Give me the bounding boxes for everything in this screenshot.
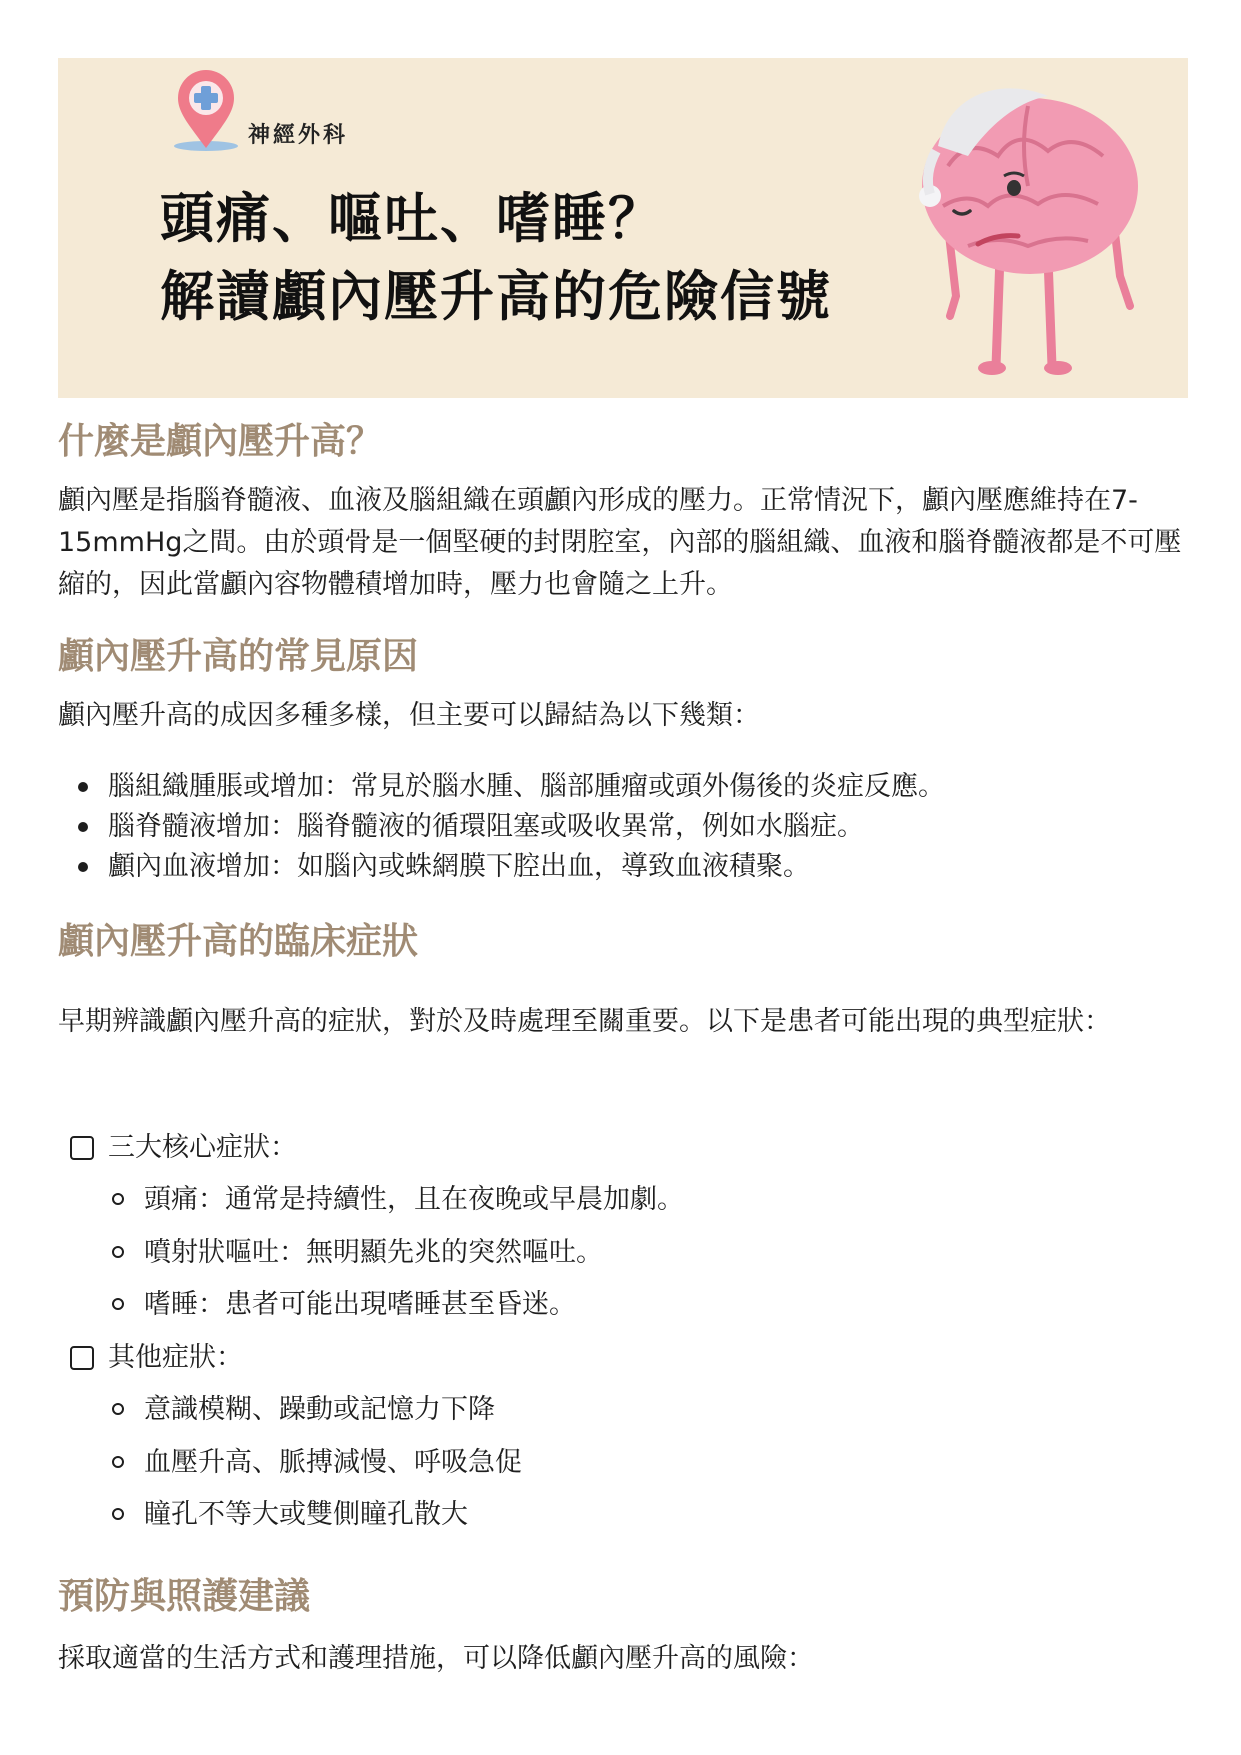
section-heading-prevention: 預防與照護建議 — [58, 1576, 311, 1617]
list-item: 瞳孔不等大或雙側瞳孔散大 — [112, 1495, 468, 1535]
section-heading-what-is: 什麼是顱內壓升高？ — [58, 421, 383, 462]
prevention-intro: 採取適當的生活方式和護理措施，可以降低顱內壓升高的風險： — [58, 1643, 814, 1674]
causes-list — [58, 767, 945, 887]
bullet-dot-icon — [78, 822, 88, 832]
section-heading-causes: 顱內壓升高的常見原因 — [58, 636, 419, 677]
list-item: 嗜睡：患者可能出現嗜睡甚至昏迷。 — [112, 1285, 576, 1325]
list-item: 噴射狀嘔吐：無明顯先兆的突然嘔吐。 — [112, 1233, 603, 1273]
hollow-bullet-icon — [112, 1456, 124, 1468]
bullet-dot-icon — [78, 782, 88, 792]
hollow-bullet-icon — [112, 1193, 124, 1205]
symptoms-intro: 早期辨識顱內壓升高的症狀，對於及時處理至關重要。以下是患者可能出現的典型症狀： — [58, 1006, 1111, 1037]
symptom-group-core: 三大核心症狀： — [70, 1128, 297, 1168]
checkbox-icon[interactable] — [70, 1346, 94, 1370]
checkbox-icon[interactable] — [70, 1136, 94, 1160]
page-title-line-2: 解讀顱內壓升高的危險信號 — [160, 265, 832, 328]
list-item: 意識模糊、躁動或記憶力下降 — [112, 1390, 495, 1430]
section-paragraph-definition: 顱內壓是指腦脊髓液、血液及腦組織在頭顱內形成的壓力。正常情況下，顱內壓應維持在7-15mmHg之間。由於頭骨是一個堅硬的封閉腔室，內部的腦組織、血液和腦脊髓液都是不可壓縮的，因此當顱內容物體積增加時，壓力也會隨之上升。 — [58, 485, 1182, 600]
hollow-bullet-icon — [112, 1508, 124, 1520]
section-heading-symptoms: 顱內壓升高的臨床症狀 — [58, 921, 419, 962]
causes-intro: 顱內壓升高的成因多種多樣，但主要可以歸結為以下幾類： — [58, 700, 760, 731]
list-item: 頭痛：通常是持續性，且在夜晚或早晨加劇。 — [112, 1180, 684, 1220]
hollow-bullet-icon — [112, 1298, 124, 1310]
hollow-bullet-icon — [112, 1246, 124, 1258]
hollow-bullet-icon — [112, 1403, 124, 1415]
page-title-line-1: 頭痛、嘔吐、嗜睡？ — [160, 187, 664, 250]
list-item: 腦組織腫脹或增加：常見於腦水腫、腦部腫瘤或頭外傷後的炎症反應。 — [58, 767, 945, 807]
sleepy-brain-illustration — [908, 76, 1158, 386]
department-label: 神經外科 — [248, 123, 349, 148]
header-banner — [58, 58, 1188, 398]
map-pin-medical-cross-icon — [166, 68, 246, 154]
symptom-group-other: 其他症狀： — [70, 1338, 243, 1378]
bullet-dot-icon — [78, 862, 88, 872]
list-item: 血壓升高、脈搏減慢、呼吸急促 — [112, 1443, 522, 1483]
list-item: 顱內血液增加：如腦內或蛛網膜下腔出血，導致血液積聚。 — [58, 847, 945, 887]
list-item: 腦脊髓液增加：腦脊髓液的循環阻塞或吸收異常，例如水腦症。 — [58, 807, 945, 847]
